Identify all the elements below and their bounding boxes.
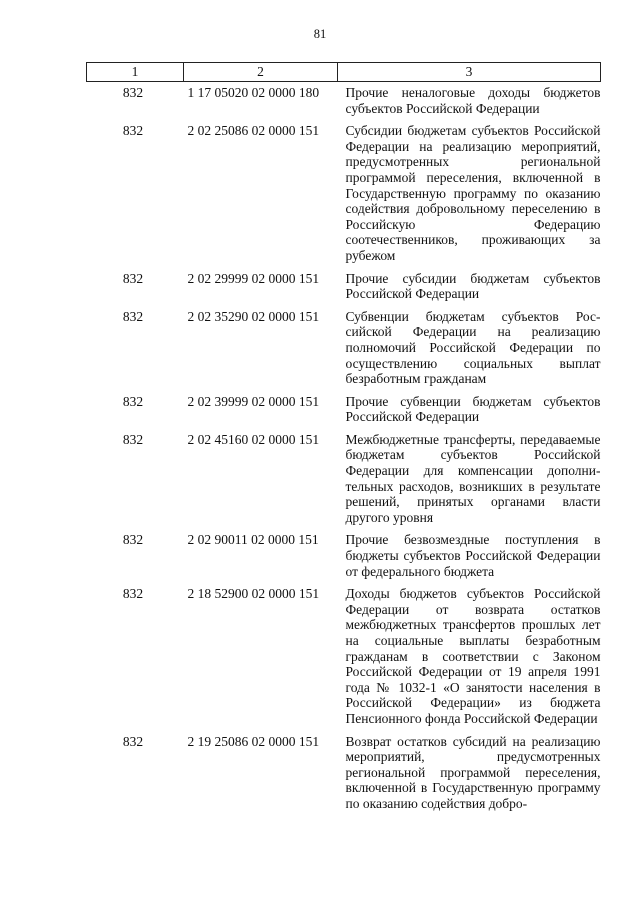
budget-code-cell: 2 19 25086 02 0000 151 [187, 733, 320, 749]
column-header-3: 3 [338, 63, 601, 82]
admin-code-cell: 832 [122, 431, 144, 447]
column-header-1: 1 [87, 63, 184, 82]
revenue-name-cell: Прочие субвенции бюджетам субъектов Российской Федерации [345, 393, 601, 425]
revenue-name-cell: Доходы бюджетов субъектов Российской Федерации от возврата остатков межбюджетных трансфертов прошлых лет на социальные выплаты безработным гражданам в соответствии с Законом Российской Федерации от 19 апреля 1991 года № 1032-1 «О занятости населения в Российской Федерации» из бюджета Пенсионного фонда Российской Федерации [345, 586, 601, 726]
table-row [87, 583, 601, 730]
table-body [87, 82, 601, 816]
table-row [87, 306, 601, 391]
admin-code-cell: 832 [122, 270, 144, 286]
table-row [87, 731, 601, 816]
budget-code-cell: 2 02 29999 02 0000 151 [187, 270, 320, 286]
admin-code-cell: 832 [122, 123, 144, 139]
budget-code-cell: 2 02 45160 02 0000 151 [187, 431, 320, 447]
revenue-codes-table [86, 62, 601, 816]
admin-code-cell: 832 [122, 85, 144, 100]
revenue-name-cell: Межбюджетные трансферты, передаваемые бюджетам субъектов Российской Федерации для компенсации дополнительных расходов, возникших в результате решений, принятых органами власти другого уровня [345, 431, 601, 525]
admin-code-cell: 832 [122, 586, 144, 602]
budget-code-cell: 2 18 52900 02 0000 151 [187, 586, 320, 602]
table-row [87, 268, 601, 306]
budget-code-cell: 2 02 35290 02 0000 151 [187, 308, 320, 324]
table-row [87, 429, 601, 530]
admin-code-cell: 832 [122, 532, 144, 548]
table-row [87, 82, 601, 121]
table-header-row [87, 63, 601, 82]
revenue-name-cell: Субвенции бюджетам субъектов Российской Федерации на реализацию полномочий Российской Федерации по осуществлению социальных выплат безработным гражданам [345, 308, 601, 387]
table-row [87, 529, 601, 583]
budget-code-cell: 2 02 39999 02 0000 151 [187, 393, 320, 409]
budget-code-cell: 1 17 05020 02 0000 180 [187, 85, 320, 100]
budget-code-cell: 2 02 25086 02 0000 151 [187, 123, 320, 139]
revenue-name-cell: Субсидии бюджетам субъектов Российской Федерации на реализацию мероприятий, предусмотренных региональной программой переселения, включенной в Государственную программу по оказанию содействия добровольному переселению в Российскую Федерацию соотечественников, проживающих за рубежом [345, 123, 601, 263]
admin-code-cell: 832 [122, 393, 144, 409]
table-header [87, 63, 601, 82]
column-header-2: 2 [184, 63, 338, 82]
table-row [87, 391, 601, 429]
admin-code-cell: 832 [122, 733, 144, 749]
page-number: 81 [313, 27, 327, 41]
table-row [87, 120, 601, 267]
revenue-name-cell: Возврат остатков субсидий на реализацию мероприятий, предусмотренных региональной программой переселения, включенной в Государственную программу по оказанию содействия добро- [345, 733, 601, 811]
budget-code-cell: 2 02 90011 02 0000 151 [187, 532, 319, 548]
revenue-name-cell: Прочие безвозмездные поступления в бюджеты субъектов Российской Федерации от федерального бюджета [345, 532, 601, 579]
admin-code-cell: 832 [122, 308, 144, 324]
revenue-name-cell: Прочие неналоговые доходы бюджетов субъектов Российской Федерации [345, 85, 601, 116]
revenue-name-cell: Прочие субсидии бюджетам субъектов Российской Федерации [345, 270, 601, 302]
